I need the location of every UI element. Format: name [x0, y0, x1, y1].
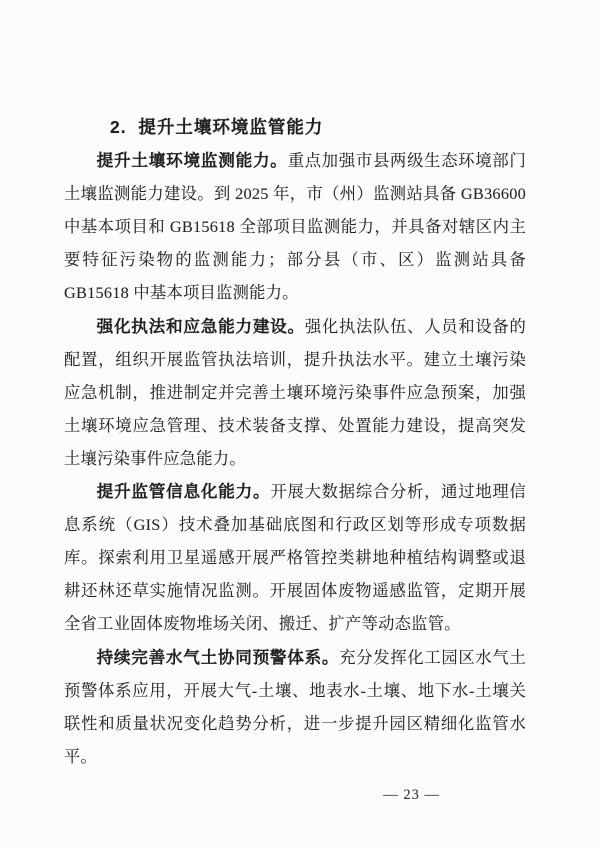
paragraph-body: 重点加强市县两级生态环境部门土壤监测能力建设。到 2025 年，市（州）监测站具备 GB36600 中基本项目和 GB15618 全部项目监测能力，并具备对辖区内主要特征污染物的监测能力；部分县（市、区）监测站具备 GB15618 中基本项目监测能力。 — [64, 151, 526, 303]
paragraph-body: 开展大数据综合分析，通过地理信息系统（GIS）技术叠加基础底图和行政区划等形成专项数据库。探索利用卫星遥感开展严格管控类耕地种植结构调整或退耕还林还草实施情况监测。开展固体废物遥感监管，定期开展全省工业固体废物堆场关闭、搬迁、扩产等动态监管。 — [64, 482, 526, 634]
paragraph-enforcement — [64, 310, 526, 475]
paragraph-body: 充分发挥化工园区水气土预警体系应用，开展大气-土壤、地表水-土壤、地下水-土壤关联性和质量状况变化趋势分析，进一步提升园区精细化监管水平。 — [64, 647, 527, 766]
paragraph-monitoring — [64, 144, 526, 309]
paragraph-lead: 强化执法和应急能力建设。 — [96, 316, 305, 336]
paragraph-informatization — [64, 475, 526, 640]
paragraph-lead: 提升监管信息化能力。 — [96, 482, 271, 502]
paragraph-lead: 提升土壤环境监测能力。 — [96, 151, 288, 171]
section-heading: 2. 提升土壤环境监管能力 — [110, 117, 324, 137]
paragraph-lead: 持续完善水气土协同预警体系。 — [96, 647, 340, 667]
paragraph-early-warning — [64, 641, 526, 773]
paragraph-body: 强化执法队伍、人员和设备的配置，组织开展监管执法培训，提升执法水平。建立土壤污染应急机制，推进制定并完善土壤环境污染事件应急预案，加强土壤环境应急管理、技术装备支撑、处置能力建设，提高突发土壤污染事件应急能力。 — [64, 316, 526, 468]
page-number: — 23 — — [383, 786, 440, 803]
